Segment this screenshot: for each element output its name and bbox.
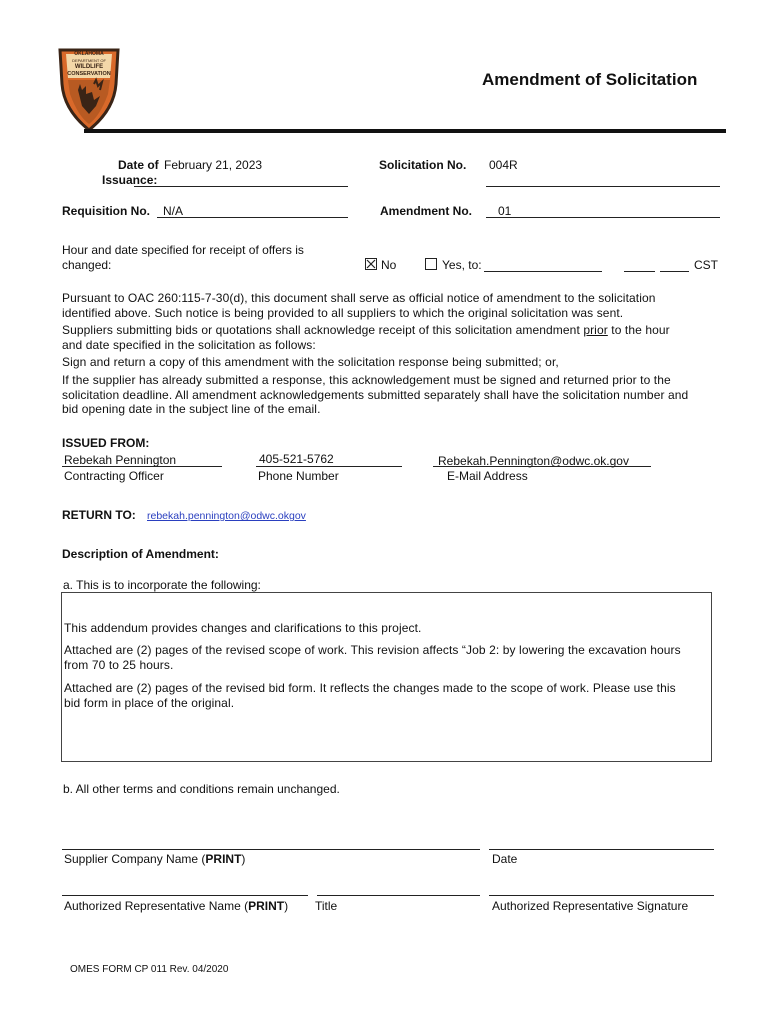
issuer-name-underline xyxy=(62,466,222,467)
issued-from-heading: ISSUED FROM: xyxy=(62,436,150,450)
date-sign-label: Date xyxy=(492,852,518,866)
logo-text-wildlife: WILDLIFE xyxy=(74,64,104,70)
notice-p2-line1-a: Suppliers submitting bids or quotations shall acknowledge receipt of this solicitation amendment xyxy=(62,323,584,337)
auth-name-label-print: PRINT xyxy=(248,899,285,913)
issuer-email-caption: E-Mail Address xyxy=(447,469,528,483)
auth-signature-label: Authorized Representative Signature xyxy=(492,899,689,913)
date-sign-line[interactable] xyxy=(489,849,714,850)
issuer-phone-caption: Phone Number xyxy=(258,469,339,483)
yes-checkbox[interactable] xyxy=(425,258,437,270)
form-id-footer: OMES FORM CP 011 Rev. 04/2020 xyxy=(70,964,229,975)
notice-p2-prior: prior xyxy=(583,323,608,337)
notice-p1-line2: identified above. Such notice is being provided to all suppliers to which the original solicitation was sent. xyxy=(62,305,624,320)
yes-date-underline[interactable] xyxy=(484,271,602,272)
issuer-name-caption: Contracting Officer xyxy=(64,469,164,483)
auth-name-label xyxy=(64,899,288,913)
notice-p2-line1-b: to the hour xyxy=(607,323,670,337)
solicitation-underline xyxy=(486,186,720,187)
logo-text-mid: DEPARTMENT OF xyxy=(72,58,106,63)
notice-p1-line1: Pursuant to OAC 260:115-7-30(d), this document shall serve as official notice of amendment to the solicitation xyxy=(62,291,656,305)
solicitation-value[interactable]: 004R xyxy=(489,158,518,172)
amendment-value[interactable]: 01 xyxy=(498,204,512,218)
agency-logo xyxy=(56,44,122,134)
cst-label: CST xyxy=(694,258,718,272)
date-label-1: Date of xyxy=(118,158,159,172)
auth-name-label-a: Authorized Representative Name ( xyxy=(64,899,249,913)
notice-paragraph-4 xyxy=(62,373,722,417)
logo-text-top: OKLAHOMA xyxy=(74,51,104,57)
notice-p4-line3: bid opening date in the subject line of the email. xyxy=(62,402,321,416)
issuer-email-underline xyxy=(433,466,651,467)
notice-paragraph-3: Sign and return a copy of this amendment with the solicitation response being submitted; or, xyxy=(62,355,559,369)
issuer-phone-underline xyxy=(256,466,402,467)
auth-name-label-b: ) xyxy=(284,899,289,913)
description-line-5: bid form in place of the original. xyxy=(64,696,235,710)
description-b-label: b. All other terms and conditions remain unchanged. xyxy=(63,782,340,796)
supplier-name-label xyxy=(64,852,245,866)
description-a-label: a. This is to incorporate the following: xyxy=(63,578,261,592)
auth-name-line[interactable] xyxy=(62,895,308,896)
issuer-phone[interactable]: 405-521-5762 xyxy=(259,452,334,466)
supplier-label-a: Supplier Company Name ( xyxy=(64,852,206,866)
title-line[interactable] xyxy=(317,895,480,896)
hour-change-label-2: changed: xyxy=(62,258,112,272)
issuer-name[interactable]: Rebekah Pennington xyxy=(64,453,177,467)
auth-signature-line[interactable] xyxy=(489,895,714,896)
notice-paragraph-2 xyxy=(62,323,722,352)
logo-text-conservation: CONSERVATION xyxy=(67,71,111,77)
description-text-box[interactable] xyxy=(61,592,712,762)
notice-p4-line2: solicitation deadline. All amendment acknowledgements submitted separately shall have the solicitation number and xyxy=(62,387,689,402)
description-line-3: from 70 to 25 hours. xyxy=(64,658,174,672)
yes-label: Yes, to: xyxy=(442,258,482,272)
description-line-2: Attached are (2) pages of the revised scope of work. This revision affects “Job 2: by lowering the excavation hours xyxy=(64,643,681,657)
notice-p2-line2: and date specified in the solicitation as follows: xyxy=(62,337,316,352)
header-rule xyxy=(84,129,726,133)
requisition-label: Requisition No. xyxy=(62,204,150,218)
no-label: No xyxy=(381,258,397,272)
supplier-label-b: ) xyxy=(241,852,246,866)
date-label-2: Issuance: xyxy=(102,173,158,187)
date-underline xyxy=(134,186,348,187)
amendment-underline xyxy=(486,217,720,218)
description-line-1: This addendum provides changes and clarifications to this project. xyxy=(64,621,422,635)
return-to-label: RETURN TO: xyxy=(62,508,136,522)
notice-p2-line1 xyxy=(62,323,722,338)
hour-change-label-1: Hour and date specified for receipt of offers is xyxy=(62,243,304,257)
notice-paragraph-1 xyxy=(62,291,722,320)
no-checkbox[interactable] xyxy=(365,258,377,270)
title-label: Title xyxy=(315,899,338,913)
supplier-name-line[interactable] xyxy=(62,849,480,850)
description-line-4: Attached are (2) pages of the revised bid form. It reflects the changes made to the scope of work. Please use this xyxy=(64,681,676,695)
page-title: Amendment of Solicitation xyxy=(482,70,698,89)
solicitation-label: Solicitation No. xyxy=(379,158,467,172)
description-heading: Description of Amendment: xyxy=(62,547,219,561)
amendment-label: Amendment No. xyxy=(380,204,473,218)
yes-hour-underline[interactable] xyxy=(624,271,655,272)
requisition-underline xyxy=(157,217,348,218)
checked-x-icon xyxy=(366,259,376,269)
requisition-value[interactable]: N/A xyxy=(163,204,184,218)
date-value[interactable]: February 21, 2023 xyxy=(164,158,263,172)
notice-p4-line1: If the supplier has already submitted a response, this acknowledgement must be signed and returned prior to the xyxy=(62,373,671,387)
yes-minute-underline[interactable] xyxy=(660,271,689,272)
return-to-email-link[interactable]: rebekah.pennington@odwc.okgov xyxy=(147,510,306,522)
issuer-email[interactable]: Rebekah.Pennington@odwc.ok.gov xyxy=(438,454,629,468)
supplier-label-print: PRINT xyxy=(205,852,242,866)
